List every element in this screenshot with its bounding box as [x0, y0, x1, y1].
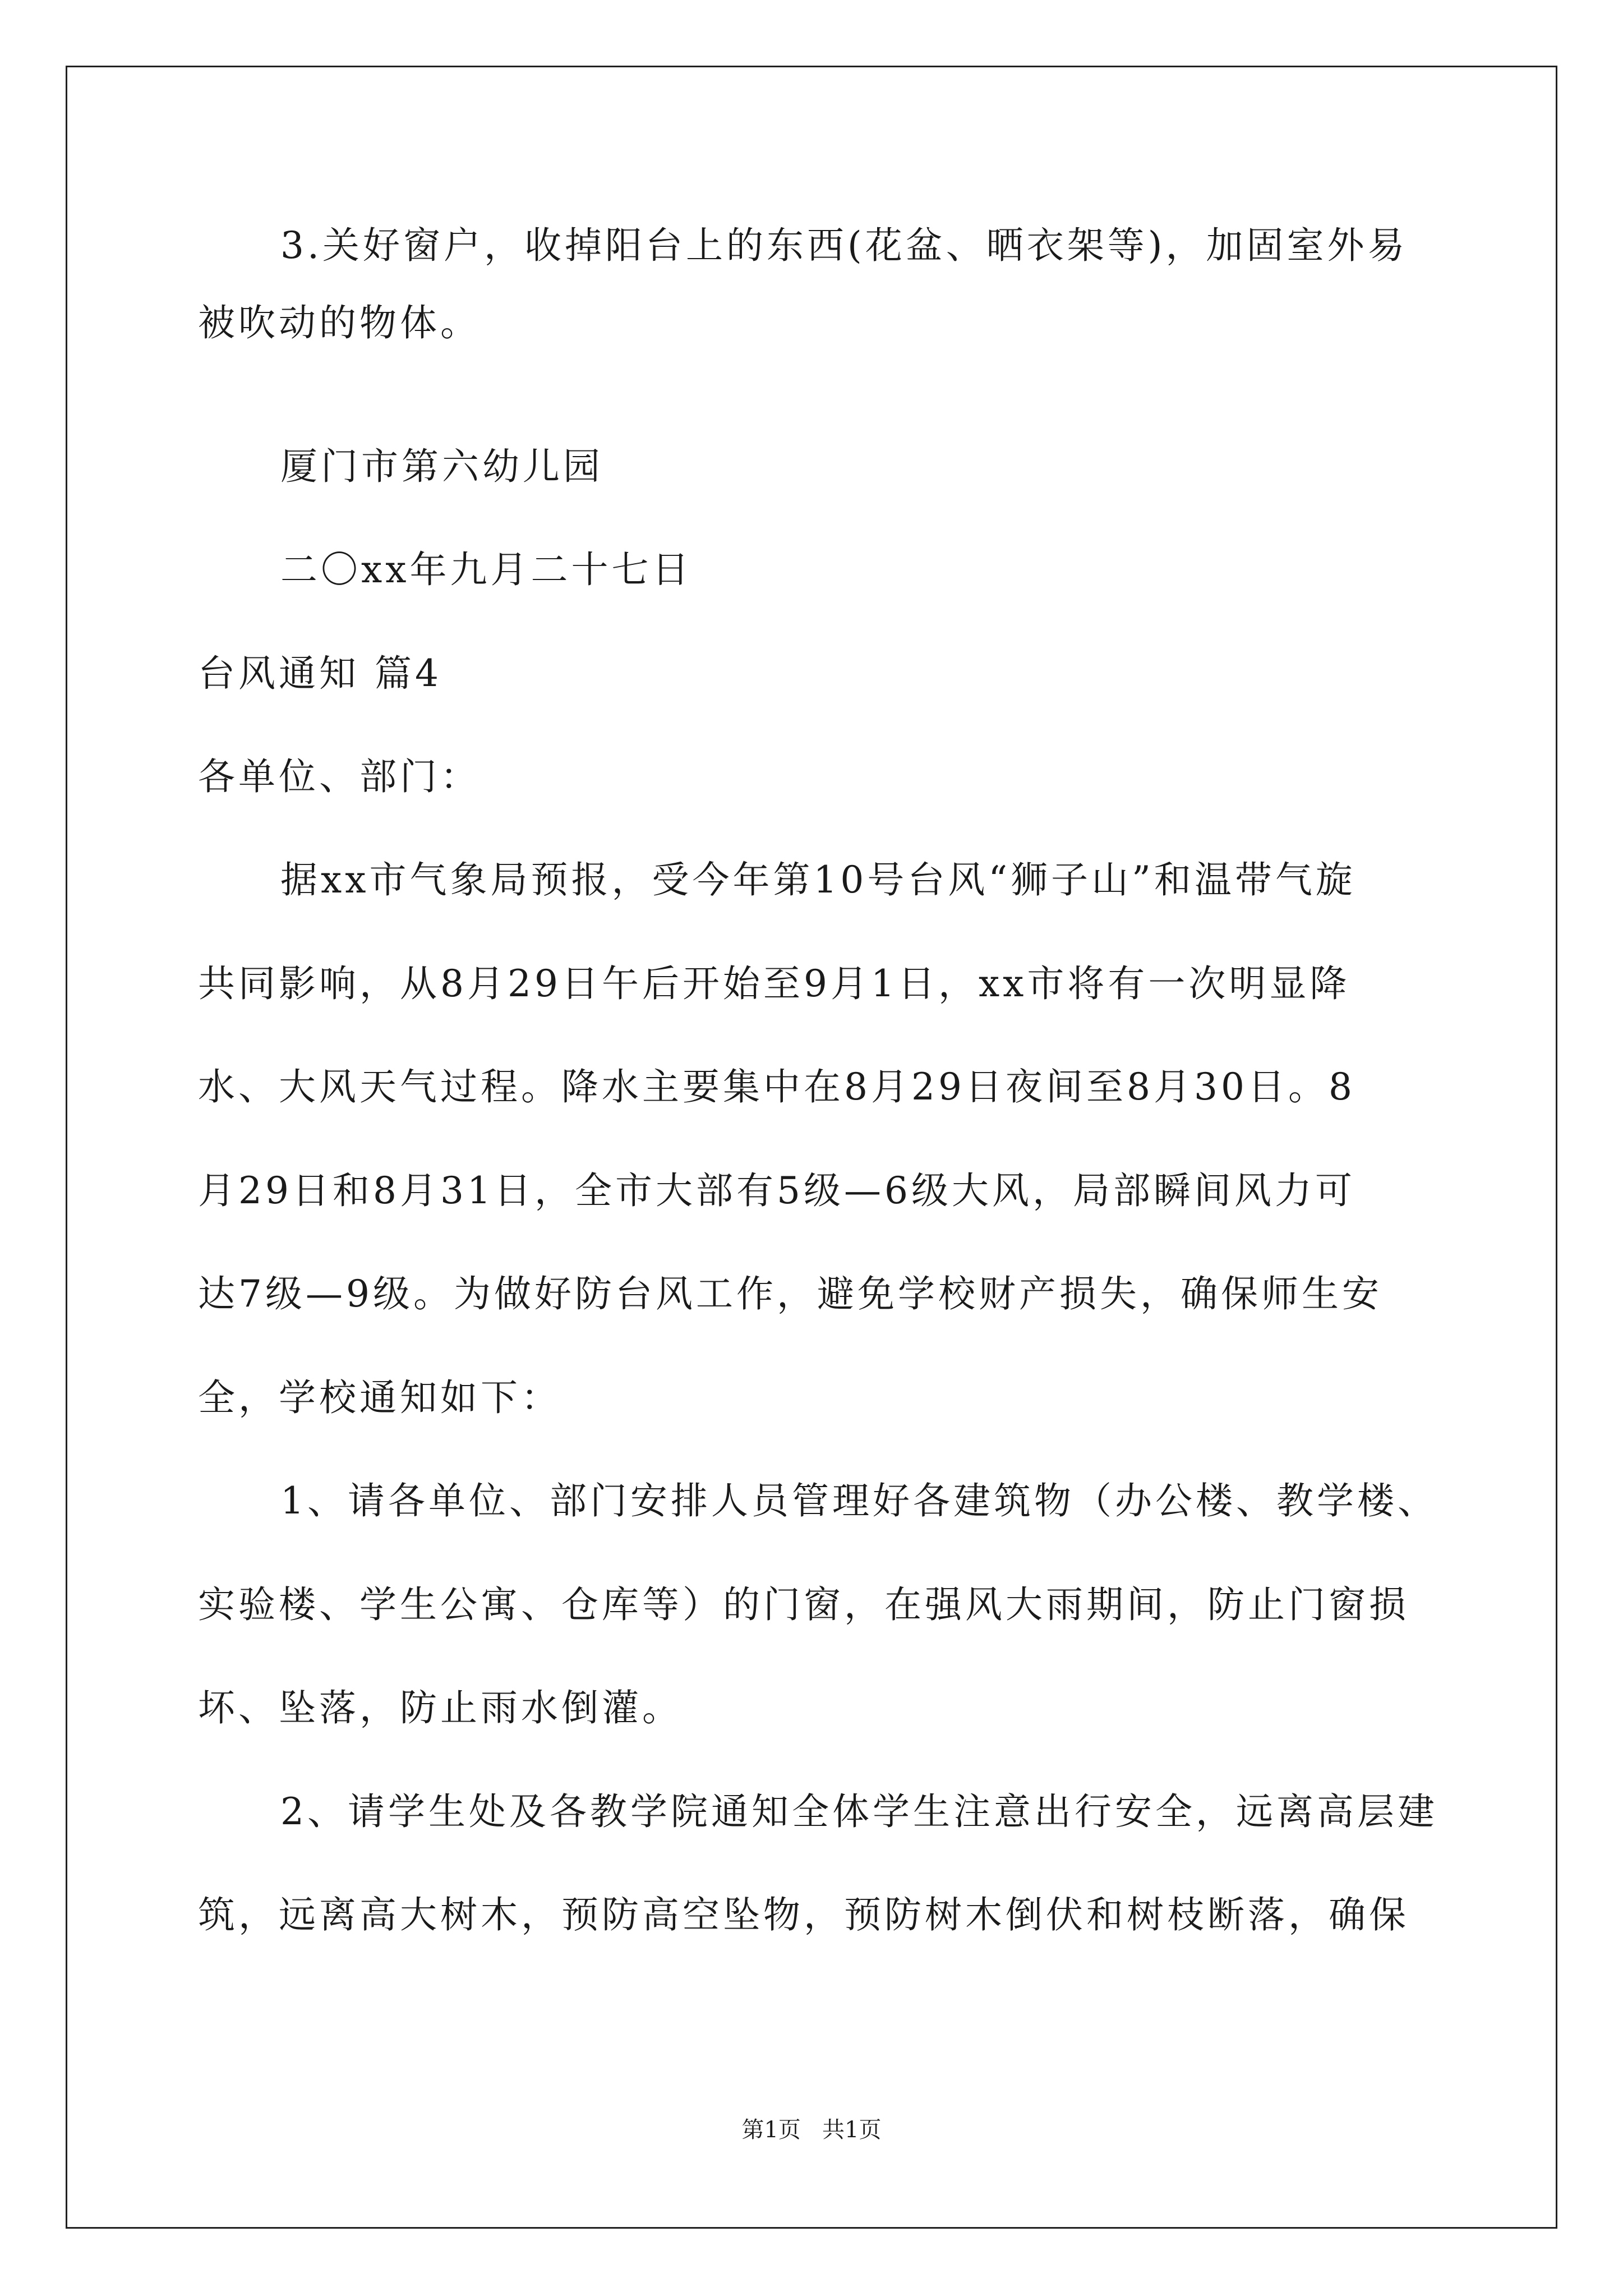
- paragraph-line: 1、请各单位、部门安排人员管理好各建筑物（办公楼、教学楼、: [280, 1479, 1438, 1522]
- paragraph-line: 据xx市气象局预报，受今年第10号台风“狮子山”和温带气旋: [280, 858, 1356, 901]
- salutation: 各单位、部门：: [198, 755, 481, 798]
- paragraph-line: 3.关好窗户，收掉阳台上的东西(花盆、晒衣架等)，加固室外易: [280, 224, 1408, 267]
- paragraph-line: 月29日和8月31日，全市大部有5级—6级大风，局部瞬间风力可: [198, 1169, 1355, 1212]
- paragraph-line: 实验楼、学生公寓、仓库等）的门窗，在强风大雨期间，防止门窗损: [198, 1583, 1409, 1626]
- paragraph-line: 坏、坠落，防止雨水倒灌。: [198, 1686, 683, 1729]
- section-heading: 台风通知 篇4: [198, 652, 442, 695]
- paragraph-line: 2、请学生处及各教学院通知全体学生注意出行安全，远离高层建: [280, 1790, 1438, 1833]
- paragraph-line: 筑，远离高大树木，预防高空坠物，预防树木倒伏和树枝断落，确保: [198, 1893, 1409, 1936]
- paragraph-line: 全，学校通知如下：: [198, 1376, 561, 1419]
- signature-organization: 厦门市第六幼儿园: [280, 445, 603, 488]
- paragraph-line: 共同影响，从8月29日午后开始至9月1日，xx市将有一次明显降: [198, 962, 1350, 1005]
- page-number-footer: 第1页 共1页: [741, 2117, 882, 2143]
- signature-date: 二〇xx年九月二十七日: [280, 548, 693, 591]
- paragraph-line: 被吹动的物体。: [198, 301, 481, 344]
- paragraph-line: 水、大风天气过程。降水主要集中在8月29日夜间至8月30日。8: [198, 1065, 1355, 1108]
- paragraph-line: 达7级—9级。为做好防台风工作，避免学校财产损失，确保师生安: [198, 1272, 1382, 1315]
